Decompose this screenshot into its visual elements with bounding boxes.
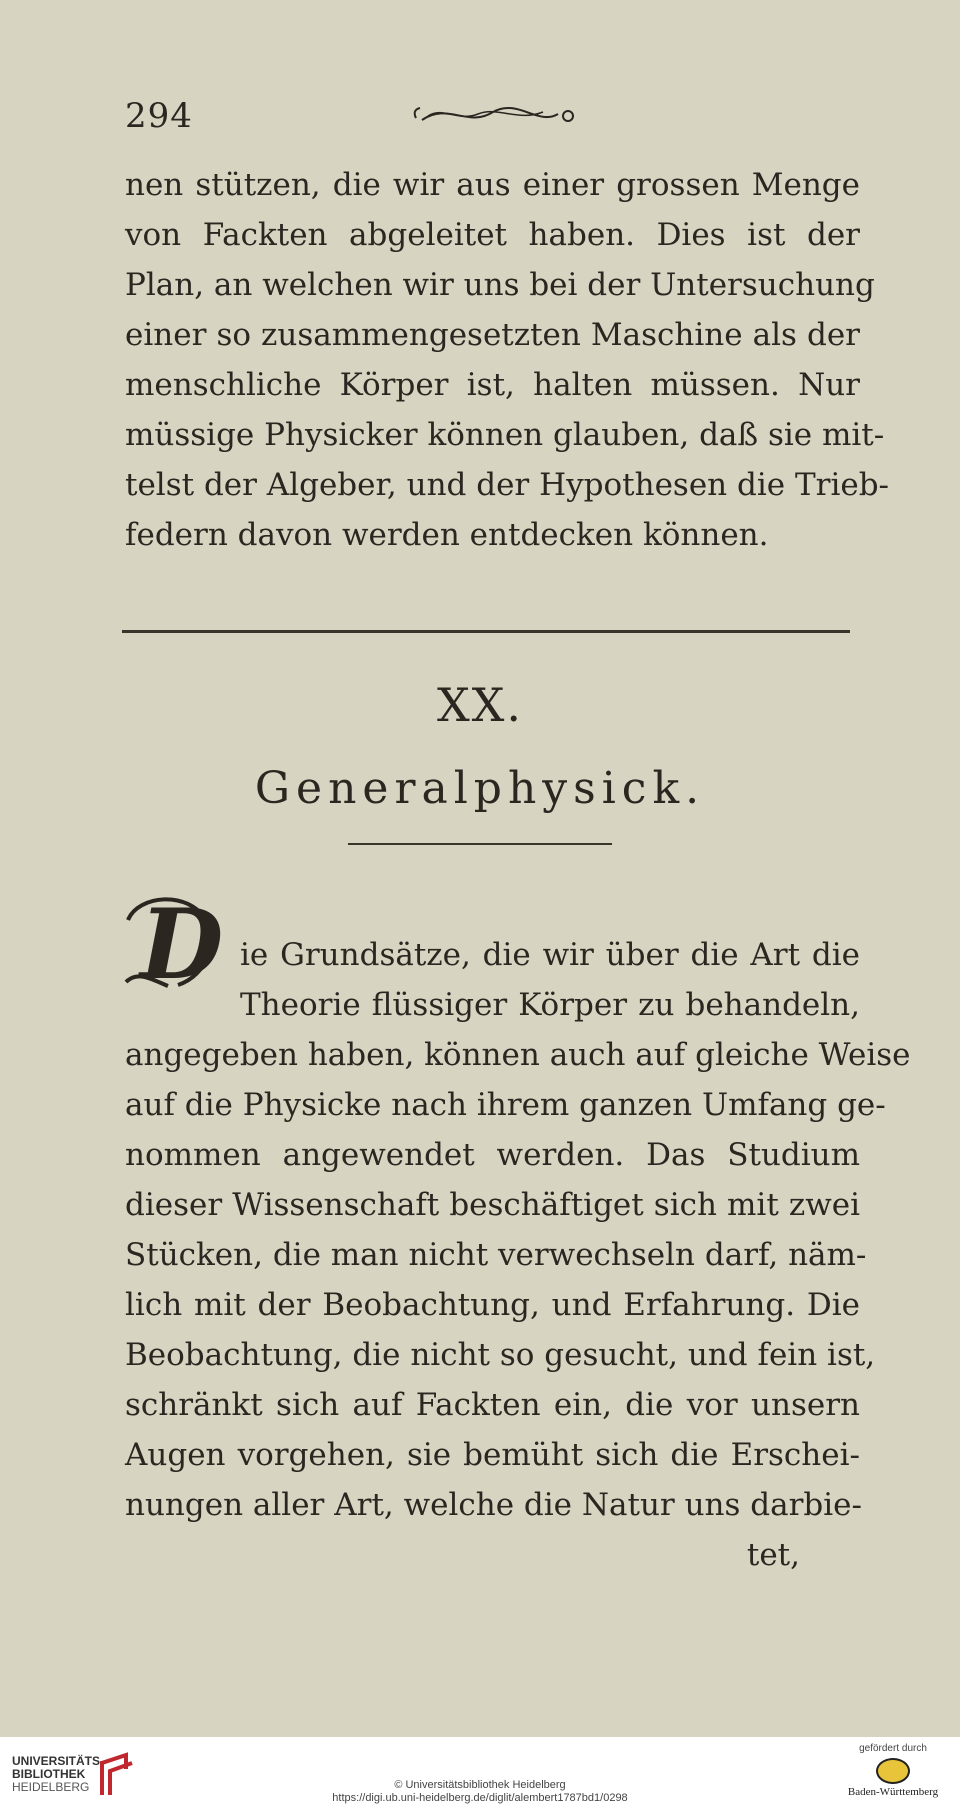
text-line: dieser Wissenschaft beschäftiget sich mit zwei bbox=[125, 1187, 860, 1223]
text-line: einer so zusammengesetzten Maschine als der bbox=[125, 317, 860, 353]
chapter-title: Generalphysick. bbox=[254, 763, 706, 814]
sponsor-block bbox=[838, 1743, 948, 1798]
library-city: HEIDELBERG bbox=[12, 1780, 90, 1794]
text-line: schränkt sich auf Fackten ein, die vor unsern bbox=[125, 1387, 860, 1423]
page-number: 294 bbox=[125, 96, 193, 136]
text-line: lich mit der Beobachtung, und Erfahrung. Die bbox=[125, 1287, 860, 1323]
text-line: müssige Physicker können glauben, daß sie mit- bbox=[125, 417, 885, 453]
text-line: nen stützen, die wir aus einer grossen Menge bbox=[125, 167, 860, 203]
text-line: Theorie flüssiger Körper zu behandeln, bbox=[240, 987, 860, 1023]
drop-cap bbox=[118, 890, 228, 1000]
text-line: von Fackten abgeleitet haben. Dies ist der bbox=[125, 217, 860, 253]
text-line: nungen aller Art, welche die Natur uns darbie- bbox=[125, 1487, 863, 1523]
text-line: Beobachtung, die nicht so gesucht, und fein ist, bbox=[125, 1337, 876, 1373]
sponsor-label: gefördert durch bbox=[859, 1743, 927, 1754]
text-line: Plan, an welchen wir uns bei der Untersuchung bbox=[125, 267, 875, 303]
page-header bbox=[125, 96, 860, 136]
copyright-notice bbox=[0, 1779, 960, 1805]
text-line: federn davon werden entdecken können. bbox=[125, 517, 769, 553]
chapter-number: XX. bbox=[436, 678, 524, 732]
copyright-text: © Universitätsbibliothek Heidelberg bbox=[394, 1779, 566, 1791]
library-name-line2: BIBLIOTHEK bbox=[12, 1767, 86, 1781]
text-line: ie Grundsätze, die wir über die Art die bbox=[240, 937, 860, 973]
text-line: Augen vorgehen, sie bemüht sich die Erschei- bbox=[125, 1437, 860, 1473]
sponsor-name: Baden-Württemberg bbox=[847, 1786, 939, 1798]
drop-cap-letter: D bbox=[140, 888, 224, 1001]
text-line: auf die Physicke nach ihrem ganzen Umfang ge- bbox=[125, 1087, 886, 1123]
text-line: menschliche Körper ist, halten müssen. Nur bbox=[125, 367, 860, 403]
library-name-line1: UNIVERSITÄTS- bbox=[12, 1754, 105, 1768]
section-divider bbox=[122, 630, 850, 633]
text-line: angegeben haben, können auch auf gleiche Weise bbox=[125, 1037, 911, 1073]
header-ornament-icon bbox=[408, 100, 578, 130]
state-emblem-icon bbox=[876, 1758, 910, 1784]
permalink-url[interactable]: https://digi.ub.uni-heidelberg.de/diglit/alembert1787bd1/0298 bbox=[332, 1792, 628, 1804]
catchword: tet, bbox=[746, 1537, 800, 1573]
text-line: telst der Algeber, und der Hypothesen die Trieb- bbox=[125, 467, 890, 503]
text-line: Stücken, die man nicht verwechseln darf, näm- bbox=[125, 1237, 867, 1273]
viewer-footer bbox=[0, 1737, 960, 1807]
title-underline bbox=[348, 843, 612, 845]
text-line: nommen angewendet werden. Das Studium bbox=[125, 1137, 860, 1173]
